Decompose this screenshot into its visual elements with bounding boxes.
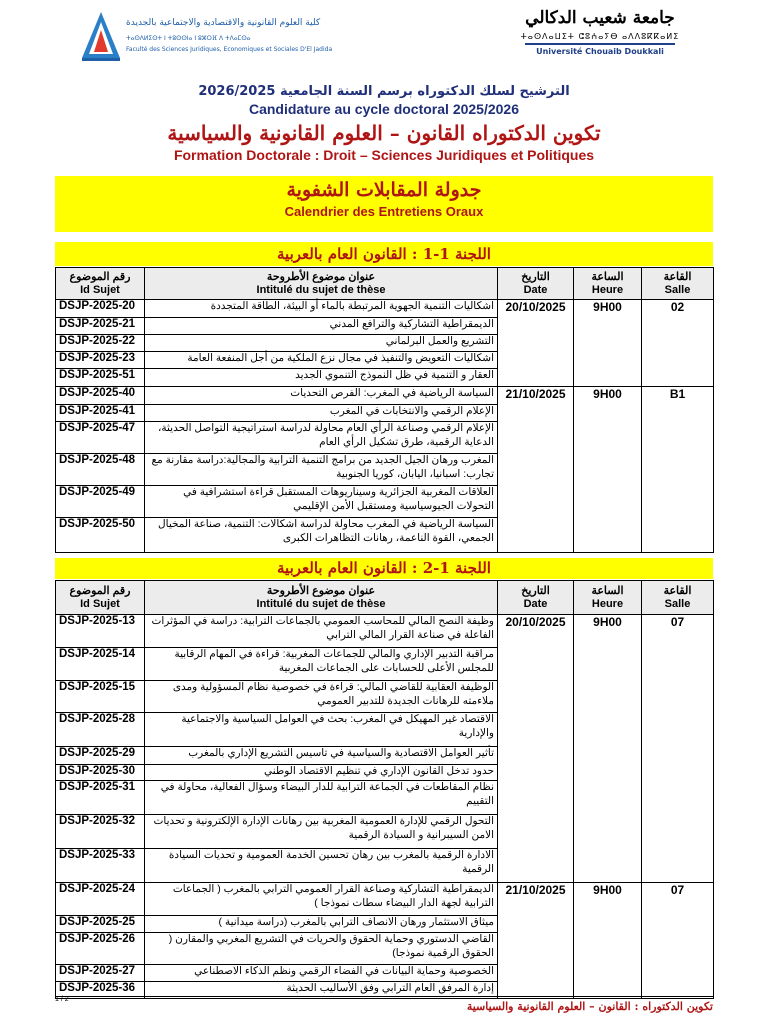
col-title-header: عنوان موضوع الأطروحة Intitulé du sujet de thèse [145, 581, 498, 615]
committee-2-table [55, 580, 714, 999]
subject-id: DSJP-2025-51 [56, 369, 145, 387]
subject-id: DSJP-2025-49 [56, 486, 145, 518]
committee-1-table [55, 267, 714, 553]
subject-title: السياسة الرياضية في المغرب محاولة لدراسة اشكالات: التنمية، صناعة المخيال الجمعي، القوة الناعمة، رهانات التظاهرات الكبرى [145, 518, 498, 553]
subject-id: DSJP-2025-14 [56, 648, 145, 681]
subject-id: DSJP-2025-41 [56, 405, 145, 422]
table-header-row [56, 268, 714, 300]
interview-date: 21/10/2025 [498, 883, 574, 999]
subject-id: DSJP-2025-28 [56, 713, 145, 747]
subject-id: DSJP-2025-31 [56, 781, 145, 815]
interview-room: B1 [642, 387, 714, 553]
committee-1-banner: اللجنة 1-1 : القانون العام بالعربية [55, 242, 713, 266]
subject-title: التشريع والعمل البرلماني [145, 335, 498, 352]
table-row [56, 300, 714, 318]
document-titles [0, 84, 768, 163]
subject-id: DSJP-2025-25 [56, 916, 145, 933]
col-id-header: رقم الموضوع Id Sujet [56, 581, 145, 615]
committee-2-banner: اللجنة 1-2 : القانون العام بالعربية [55, 558, 713, 579]
subject-id: DSJP-2025-22 [56, 335, 145, 352]
faculty-emblem-icon [80, 10, 122, 62]
faculty-name-fr: Faculté des Sciences Juridiques, Economiques et Sociales D'El Jadida [126, 46, 333, 53]
subject-id: DSJP-2025-13 [56, 615, 145, 648]
university-logo [505, 8, 695, 68]
col-room-header: القاعة Salle [642, 268, 714, 300]
subject-title: العلاقات المغربية الجزائرية وسيناريوهات المستقبل قراءة استشرافية في التحولات الجيوسياسية ومستقبل الأمن الإقليمي [145, 486, 498, 518]
interview-date: 21/10/2025 [498, 387, 574, 553]
interview-room: 07 [642, 615, 714, 883]
col-hour-header: الساعة Heure [574, 581, 642, 615]
subject-title: التحول الرقمي للإدارة العمومية المغربية بين رهانات الإدارة الإلكترونية و تحديات الامن السيبرانية و السيادة الرقمية [145, 815, 498, 849]
col-title-header: عنوان موضوع الأطروحة Intitulé du sujet de thèse [145, 268, 498, 300]
candidature-title-fr: Candidature au cycle doctoral 2025/2026 [248, 101, 519, 117]
subject-title: الإعلام الرقمي والانتخابات في المغرب [145, 405, 498, 422]
col-room-header: القاعة Salle [642, 581, 714, 615]
subject-id: DSJP-2025-23 [56, 352, 145, 369]
university-name-ar: جامعة شعيب الدكالي [525, 8, 675, 28]
table-row [56, 387, 714, 405]
subject-title: وظيفة النصح المالي للمحاسب العمومي بالجماعات الترابية: دراسة في المؤثرات الفاعلة في صناعة القرار المالي الترابي [145, 615, 498, 648]
subject-id: DSJP-2025-36 [56, 982, 145, 999]
subject-title: مراقبة التدبير الإداري والمالي للجماعات المغربية: قراءة في المهام الرقابية للمجلس الأعلى للحسابات على الجماعات المغربية [145, 648, 498, 681]
subject-title: الوظيفة العقابية للقاضي المالي: قراءة في خصوصية نظام المسؤولية ومدى ملاءمته للرهانات الجديدة للتدبير العمومي [145, 681, 498, 713]
footer-formation-label: تكوين الدكتوراه : القانون – العلوم القانونية والسياسية [466, 1000, 713, 1013]
table-header-row [56, 581, 714, 615]
subject-id: DSJP-2025-29 [56, 747, 145, 765]
subject-title: الخصوصية وحماية البيانات في الفضاء الرقمي ونظم الذكاء الاصطناعي [145, 965, 498, 982]
subject-title: الديمقراطية التشاركية وصناعة القرار العمومي الترابي بالمغرب ( الجماعات الترابية لجهة الدار البيضاء سطات نموذجا ) [145, 883, 498, 916]
subject-id: DSJP-2025-24 [56, 883, 145, 916]
calendar-title-ar: جدولة المقابلات الشفوية [286, 179, 482, 201]
subject-id: DSJP-2025-21 [56, 318, 145, 335]
table-row [56, 615, 714, 648]
calendar-banner [55, 176, 713, 232]
subject-id: DSJP-2025-26 [56, 933, 145, 965]
university-name-amazigh: ⵜⴰⵙⴷⴰⵡⵉⵜ ⵛⵓⵄⴰⵢⴱ ⴰⴷⴷⵓⴽⴽⴰⵍⵉ [520, 32, 680, 41]
subject-id: DSJP-2025-27 [56, 965, 145, 982]
interview-room: 02 [642, 300, 714, 387]
subject-title: الإعلام الرقمي وصناعة الرأي العام محاولة لدراسة استراتيجية التواصل الحديثة، الدعاية الرقمية، طرق تشكيل الرأي العام [145, 422, 498, 454]
subject-id: DSJP-2025-15 [56, 681, 145, 713]
subject-id: DSJP-2025-30 [56, 765, 145, 781]
subject-title: تأثير العوامل الاقتصادية والسياسية في تاسيس التشريع الإداري بالمغرب [145, 747, 498, 765]
subject-title: ميثاق الاستثمار ورهان الانصاف الترابي بالمغرب (دراسة ميدانية ) [145, 916, 498, 933]
university-name-fr: Université Chouaib Doukkali [536, 47, 664, 56]
col-hour-header: الساعة Heure [574, 268, 642, 300]
subject-title: الديمقراطية التشاركية والترافع المدني [145, 318, 498, 335]
subject-title: حدود تدخل القانون الإداري في تنظيم الاقتصاد الوطني [145, 765, 498, 781]
subject-title: المغرب ورهان الجيل الجديد من برامج التنمية الترابية والمجالية:دراسة مقارنة مع تجارب: اسبانيا، اليابان، كوريا الجنوبية [145, 454, 498, 486]
subject-title: العقار و التنمية في ظل النموذج التنموي الجديد [145, 369, 498, 387]
interview-room: 07 [642, 883, 714, 999]
col-date-header: التاريخ Date [498, 581, 574, 615]
page-number: 1 / 2 [55, 996, 69, 1003]
interview-hour: 9H00 [574, 883, 642, 999]
subject-title: السياسة الرياضية في المغرب: الفرص التحديات [145, 387, 498, 405]
footer-divider [55, 996, 713, 997]
faculty-name-ar: كلية العلوم القانونية والاقتصادية والاجتماعية بالجديدة [126, 18, 321, 28]
interview-hour: 9H00 [574, 615, 642, 883]
subject-title: الاقتصاد غير المهيكل في المغرب: بحث في العوامل السياسية والاجتماعية والإدارية [145, 713, 498, 747]
subject-title: الادارة الرقمية بالمغرب بين رهان تحسين الخدمة العمومية و تحديات السيادة الرقمية [145, 849, 498, 883]
subject-id: DSJP-2025-33 [56, 849, 145, 883]
subject-id: DSJP-2025-48 [56, 454, 145, 486]
formation-title-ar: تكوين الدكتوراه القانون – العلوم القانونية والسياسية [167, 121, 601, 145]
interview-date: 20/10/2025 [498, 300, 574, 387]
candidature-title-ar: الترشيح لسلك الدكتوراه برسم السنة الجامعية 2026/2025 [198, 84, 570, 99]
col-id-header: رقم الموضوع Id Sujet [56, 268, 145, 300]
subject-id: DSJP-2025-20 [56, 300, 145, 318]
interview-date: 20/10/2025 [498, 615, 574, 883]
subject-id: DSJP-2025-32 [56, 815, 145, 849]
subject-title: القاضي الدستوري وحماية الحقوق والحريات في التشريع المغربي والمقارن ( الحقوق الرقمية نموذجا) [145, 933, 498, 965]
subject-id: DSJP-2025-50 [56, 518, 145, 553]
page-footer [0, 996, 768, 1024]
faculty-logo [80, 10, 333, 66]
interview-hour: 9H00 [574, 387, 642, 553]
calendar-title-fr: Calendrier des Entretiens Oraux [284, 204, 484, 219]
table-row [56, 883, 714, 916]
subject-id: DSJP-2025-47 [56, 422, 145, 454]
col-date-header: التاريخ Date [498, 268, 574, 300]
faculty-name-amazigh: ⵜⴰⵙⴷⵍⵉⵙⵜ ⵏ ⵜⵓⵙⵙⵏⴰ ⵏ ⵓⵣⵔⴼ ⴷ ⵜⴷⴰⵎⵙⴰ [126, 35, 251, 42]
subject-title: نظام المقاطعات في الجماعة الترابية للدار البيضاء وسؤال الفعالية، محاولة في التقييم [145, 781, 498, 815]
subject-title: إدارة المرفق العام الترابي وفق الأساليب الحديثة [145, 982, 498, 999]
subject-title: اشكاليات التعويض والتنفيذ في مجال نزع الملكية من أجل المنفعة العامة [145, 352, 498, 369]
page-header [0, 0, 768, 80]
interview-hour: 9H00 [574, 300, 642, 387]
subject-id: DSJP-2025-40 [56, 387, 145, 405]
university-rule [525, 43, 675, 45]
subject-title: اشكاليات التنمية الجهوية المرتبطة بالماء أو البيئة، الطاقة المتجددة [145, 300, 498, 318]
formation-title-fr: Formation Doctorale : Droit – Sciences Juridiques et Politiques [173, 147, 595, 163]
